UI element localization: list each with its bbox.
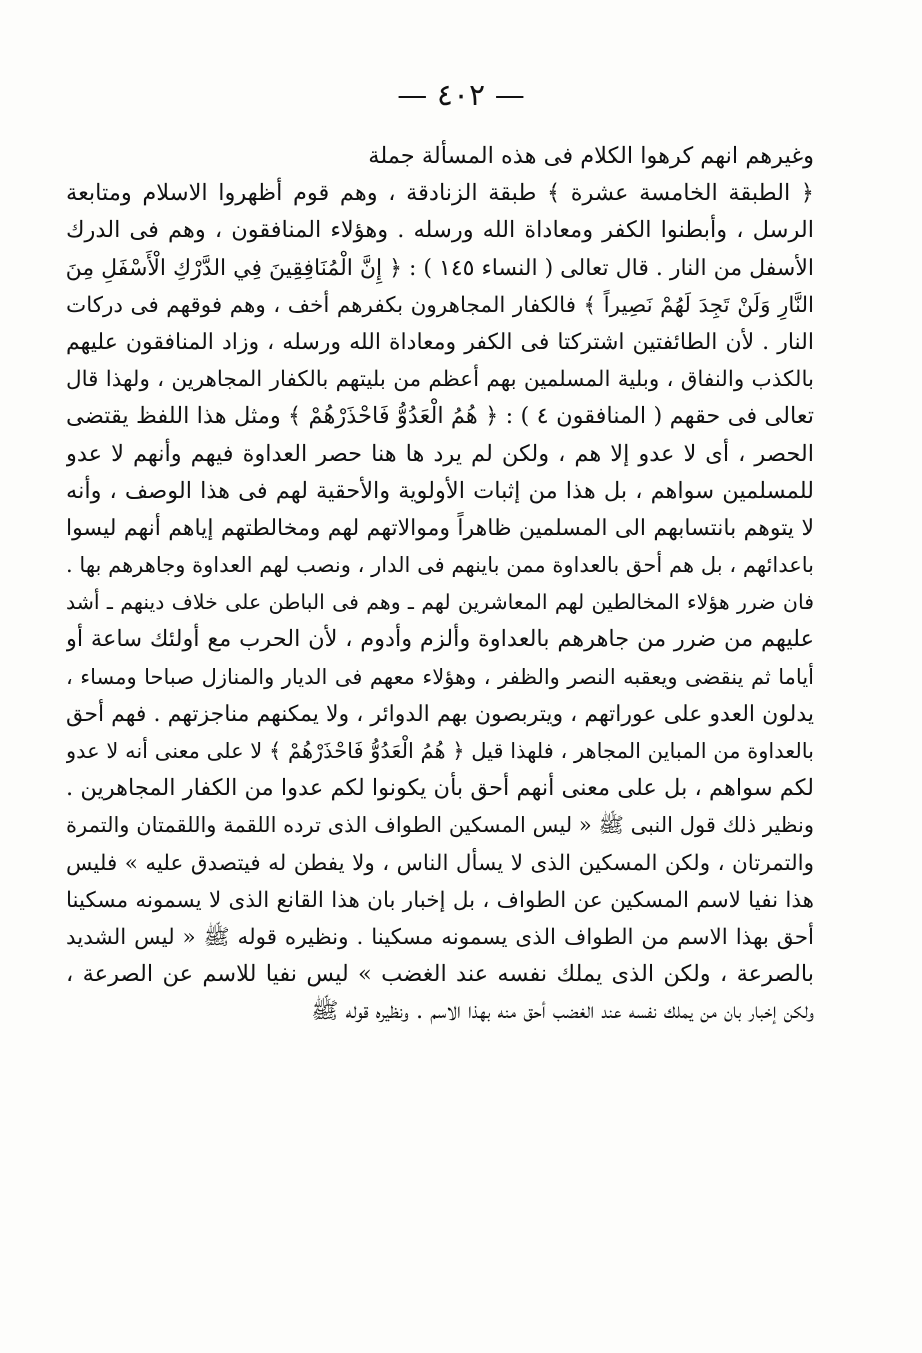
text-line: ولكن إخبار بان من يملك نفسه عند الغضب أحق منه بهذا الاسم . ونظيره قوله ﷺ <box>311 998 814 1025</box>
text-line: الأسفل من النار . قال تعالى ( النساء ١٤٥ ) : ﴿ إِنَّ الْمُنَافِقِينَ فِي الدَّرْكِ الْأَسْفَلِ مِنَ <box>66 255 814 281</box>
text-line: لكم سواهم ، بل على معنى أنهم أحق بأن يكونوا لكم عدوا من الكفار المجاهرين . <box>66 775 814 802</box>
text-line: باعدائهم ، بل هم أحق بالعداوة ممن باينهم فى الدار ، ونصب لهم العداوة وجاهرهم بها . <box>66 553 814 578</box>
text-line: ﴿ الطبقة الخامسة عشرة ﴾ طبقة الزنادقة ، وهم قوم أظهروا الاسلام ومتابعة <box>66 180 814 207</box>
text-line: والتمرتان ، ولكن المسكين الذى لا يسأل الناس ، ولا يفطن له فيتصدق عليه » فليس <box>66 850 814 876</box>
text-line: بالصرعة ، ولكن الذى يملك نفسه عند الغضب » ليس نفيا للاسم عن الصرعة ، <box>66 961 814 988</box>
text-line: فان ضرر هؤلاء المخالطين لهم المعاشرين لهم ـ وهم فى الباطن على خلاف دينهم ـ أشد <box>66 590 814 615</box>
text-line: يدلون العدو على عوراتهم ، ويتربصون بهم الدوائر ، ولا يمكنهم مناجزتهم . فهم أحق <box>66 701 814 727</box>
text-line: النَّارِ وَلَنْ تَجِدَ لَهُمْ نَصِيراً ﴾ فالكفار المجاهرون بكفرهم أخف ، وهم فوقهم فى دركات <box>66 292 814 318</box>
text-line: الرسل ، وأبطنوا الكفر ومعاداة الله ورسله . وهؤلاء المنافقون ، وهم فى الدرك <box>66 217 814 244</box>
page-number: — ٤٠٢ — <box>397 78 525 113</box>
text-line: بالعداوة من المباين المجاهر ، فلهذا قيل ﴿ هُمُ الْعَدُوُّ فَاحْذَرْهُمْ ﴾ لا على معنى أنه لا عدو <box>66 739 814 763</box>
body-text <box>66 138 814 1031</box>
text-line: هذا نفيا لاسم المسكين عن الطواف ، بل إخبار بان هذا القانع الذى لا يسمونه مسكينا <box>66 887 814 913</box>
text-line: وغيرهم انهم كرهوا الكلام فى هذه المسألة جملة <box>368 143 814 169</box>
text-line: ونظير ذلك قول النبى ﷺ « ليس المسكين الطواف الذى ترده اللقمة واللقمتان والتمرة <box>66 813 814 838</box>
text-line: النار . لأن الطائفتين اشتركتا فى الكفر ومعاداة الله ورسله ، وزاد المنافقون عليهم <box>66 329 814 355</box>
text-line: للمسلمين سواهم ، بل هذا من إثبات الأولوية والأحقية لهم فى هذا الوصف ، وأنه <box>66 477 814 504</box>
text-line: تعالى فى حقهم ( المنافقون ٤ ) : ﴿ هُمُ الْعَدُوُّ فَاحْذَرْهُمْ ﴾ ومثل هذا اللفظ يقتضى <box>66 403 814 430</box>
text-line: أحق بهذا الاسم من الطواف الذى يسمونه مسكينا . ونظيره قوله ﷺ « ليس الشديد <box>66 924 814 950</box>
text-line: عليهم من ضرر من جاهرهم بالعداوة وألزم وأدوم ، لأن الحرب مع أولئك ساعة أو <box>66 626 814 653</box>
text-line: أياما ثم ينقضى ويعقبه النصر والظفر ، وهؤلاء معهم فى الديار والمنازل صباحا ومساء ، <box>66 664 814 689</box>
text-line: الحصر ، أى لا عدو إلا هم ، ولكن لم يرد ها هنا حصر العداوة فيهم وأنهم لا عدو <box>66 440 814 467</box>
text-line: بالكذب والنفاق ، وبلية المسلمين بهم أعظم من بليتهم بالكفار المجاهرين ، ولهذا قال <box>66 367 814 393</box>
text-line: لا يتوهم بانتسابهم الى المسلمين ظاهراً وموالاتهم لهم ومخالطتهم إياهم أنهم ليسوا <box>66 515 814 541</box>
